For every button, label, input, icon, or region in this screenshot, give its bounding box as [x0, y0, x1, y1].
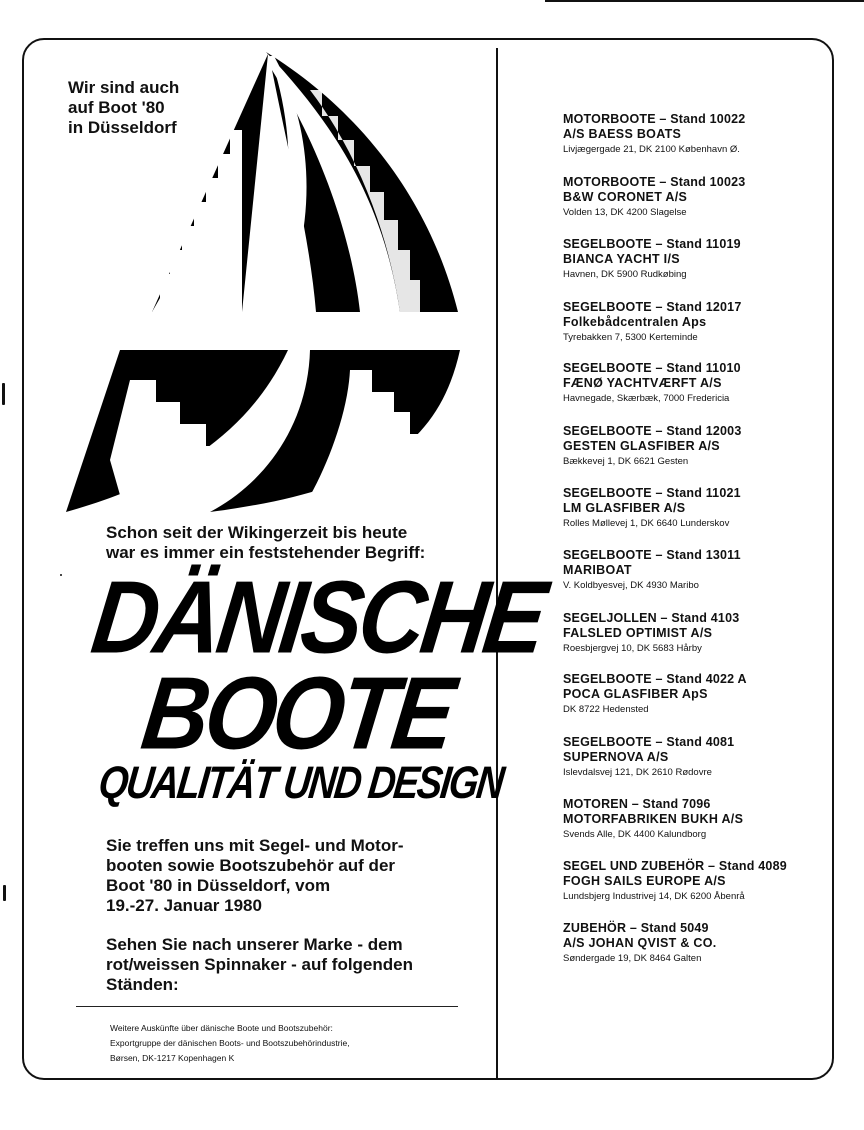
print-speck: [2, 383, 5, 405]
exhibitor-stand: ZUBEHÖR – Stand 5049: [563, 921, 709, 935]
footer-rule: [76, 1006, 458, 1007]
exhibitor-entry: [563, 300, 741, 345]
headline-boote: BOOTE: [136, 656, 458, 771]
exhibitor-address: Søndergade 19, DK 8464 Galten: [563, 953, 702, 964]
boot80-line-1: Wir sind auch: [68, 78, 180, 97]
exhibitor-company: GESTEN GLASFIBER A/S: [563, 439, 720, 453]
see-line-2: rot/weissen Spinnaker - auf folgenden: [106, 955, 413, 974]
meet-line-4: 19.-27. Januar 1980: [106, 896, 262, 915]
exhibitor-company: Folkebådcentralen Aps: [563, 315, 707, 329]
exhibitor-company: SUPERNOVA A/S: [563, 750, 669, 764]
print-speck: [60, 574, 62, 576]
exhibitor-address: Livjægergade 21, DK 2100 København Ø.: [563, 144, 740, 155]
exhibitor-stand: SEGELBOOTE – Stand 11010: [563, 361, 741, 375]
footer-line-2: Exportgruppe der dänischen Boots- und Bootszubehörindustrie,: [110, 1038, 350, 1048]
boot80-line-3: in Düsseldorf: [68, 118, 177, 137]
exhibitor-company: LM GLASFIBER A/S: [563, 501, 686, 515]
exhibitor-company: MOTORFABRIKEN BUKH A/S: [563, 812, 744, 826]
boot80-line-2: auf Boot '80: [68, 98, 165, 117]
exhibitor-address: Islevdalsvej 121, DK 2610 Rødovre: [563, 767, 712, 778]
exhibitor-entry: [563, 112, 745, 157]
exhibitor-address: Roesbjergvej 10, DK 5683 Hårby: [563, 643, 702, 654]
exhibitor-entry: [563, 735, 734, 780]
see-line-3: Ständen:: [106, 975, 179, 994]
exhibitor-company: POCA GLASFIBER ApS: [563, 687, 708, 701]
exhibitor-address: Rolles Møllevej 1, DK 6640 Lunderskov: [563, 518, 730, 529]
exhibitor-address: Havnen, DK 5900 Rudkøbing: [563, 269, 687, 280]
meet-line-2: booten sowie Bootszubehör auf der: [106, 856, 396, 875]
footer-line-3: Børsen, DK-1217 Kopenhagen K: [110, 1053, 235, 1063]
exhibitor-company: B&W CORONET A/S: [563, 190, 688, 204]
exhibitor-stand: MOTOREN – Stand 7096: [563, 797, 711, 811]
exhibitor-stand: SEGEL UND ZUBEHÖR – Stand 4089: [563, 859, 787, 873]
see-line-1: Sehen Sie nach unserer Marke - dem: [106, 935, 403, 954]
exhibitor-stand: SEGELBOOTE – Stand 4022 A: [563, 672, 747, 686]
exhibitor-entry: [563, 859, 787, 904]
headline-daenische: DÄNISCHE: [86, 560, 549, 675]
meet-text: [106, 836, 404, 916]
exhibitor-entry: [563, 486, 741, 531]
exhibitor-entry: [563, 797, 743, 842]
exhibitor-stand: MOTORBOOTE – Stand 10023: [563, 175, 746, 189]
exhibitor-stand: SEGELBOOTE – Stand 13011: [563, 548, 741, 562]
exhibitor-address: Svends Alle, DK 4400 Kalundborg: [563, 829, 707, 840]
exhibitor-company: FOGH SAILS EUROPE A/S: [563, 874, 726, 888]
exhibitor-company: A/S JOHAN QVIST & CO.: [563, 936, 717, 950]
exhibitor-company: MARIBOAT: [563, 563, 632, 577]
exhibitor-entry: [563, 921, 717, 966]
exhibitor-entry: [563, 548, 741, 593]
footer-info: [110, 1021, 350, 1066]
exhibitor-entry: [563, 175, 745, 220]
exhibitor-company: FALSLED OPTIMIST A/S: [563, 626, 713, 640]
headline-qualitaet: QUALITÄT UND DESIGN: [95, 758, 506, 809]
exhibitor-address: Bækkevej 1, DK 6621 Gesten: [563, 456, 689, 467]
exhibitor-entry: [563, 672, 747, 717]
exhibitor-entry: [563, 424, 741, 469]
print-speck: [3, 885, 6, 901]
sail-left-steps: [152, 130, 242, 312]
exhibitor-stand: SEGELBOOTE – Stand 4081: [563, 735, 735, 749]
exhibitor-address: V. Koldbyesvej, DK 4930 Maribo: [563, 580, 699, 591]
exhibitor-stand: SEGELBOOTE – Stand 11019: [563, 237, 741, 251]
exhibitor-entry: [563, 237, 741, 282]
exhibitor-company: BIANCA YACHT I/S: [563, 252, 680, 266]
exhibitor-stand: SEGELBOOTE – Stand 11021: [563, 486, 741, 500]
exhibitor-address: Havnegade, Skærbæk, 7000 Fredericia: [563, 393, 730, 404]
exhibitor-address: DK 8722 Hedensted: [563, 704, 649, 715]
exhibitor-entry: [563, 611, 739, 656]
exhibitor-company: A/S BAESS BOATS: [563, 127, 682, 141]
exhibitor-stand: SEGELJOLLEN – Stand 4103: [563, 611, 740, 625]
lead-text: [106, 523, 425, 563]
meet-line-1: Sie treffen uns mit Segel- und Motor-: [106, 836, 404, 855]
exhibitor-entry: [563, 361, 741, 406]
top-rule: [545, 0, 864, 2]
exhibitor-address: Volden 13, DK 4200 Slagelse: [563, 207, 687, 218]
exhibitor-address: Lundsbjerg Industrivej 14, DK 6200 Åbenrå: [563, 891, 745, 902]
footer-line-1: Weitere Auskünfte über dänische Boote und Bootszubehör:: [110, 1023, 333, 1033]
exhibitor-stand: SEGELBOOTE – Stand 12003: [563, 424, 742, 438]
see-text: [106, 935, 413, 995]
exhibitor-stand: MOTORBOOTE – Stand 10022: [563, 112, 746, 126]
exhibitor-company: FÆNØ YACHTVÆRFT A/S: [563, 376, 722, 390]
lead-line-2: war es immer ein feststehender Begriff:: [106, 543, 426, 562]
lead-line-1: Schon seit der Wikingerzeit bis heute: [106, 523, 408, 542]
exhibitor-stand: SEGELBOOTE – Stand 12017: [563, 300, 742, 314]
exhibitor-address: Tyrebakken 7, 5300 Kerteminde: [563, 332, 698, 343]
meet-line-3: Boot '80 in Düsseldorf, vom: [106, 876, 331, 895]
boot80-notice: [68, 78, 179, 138]
